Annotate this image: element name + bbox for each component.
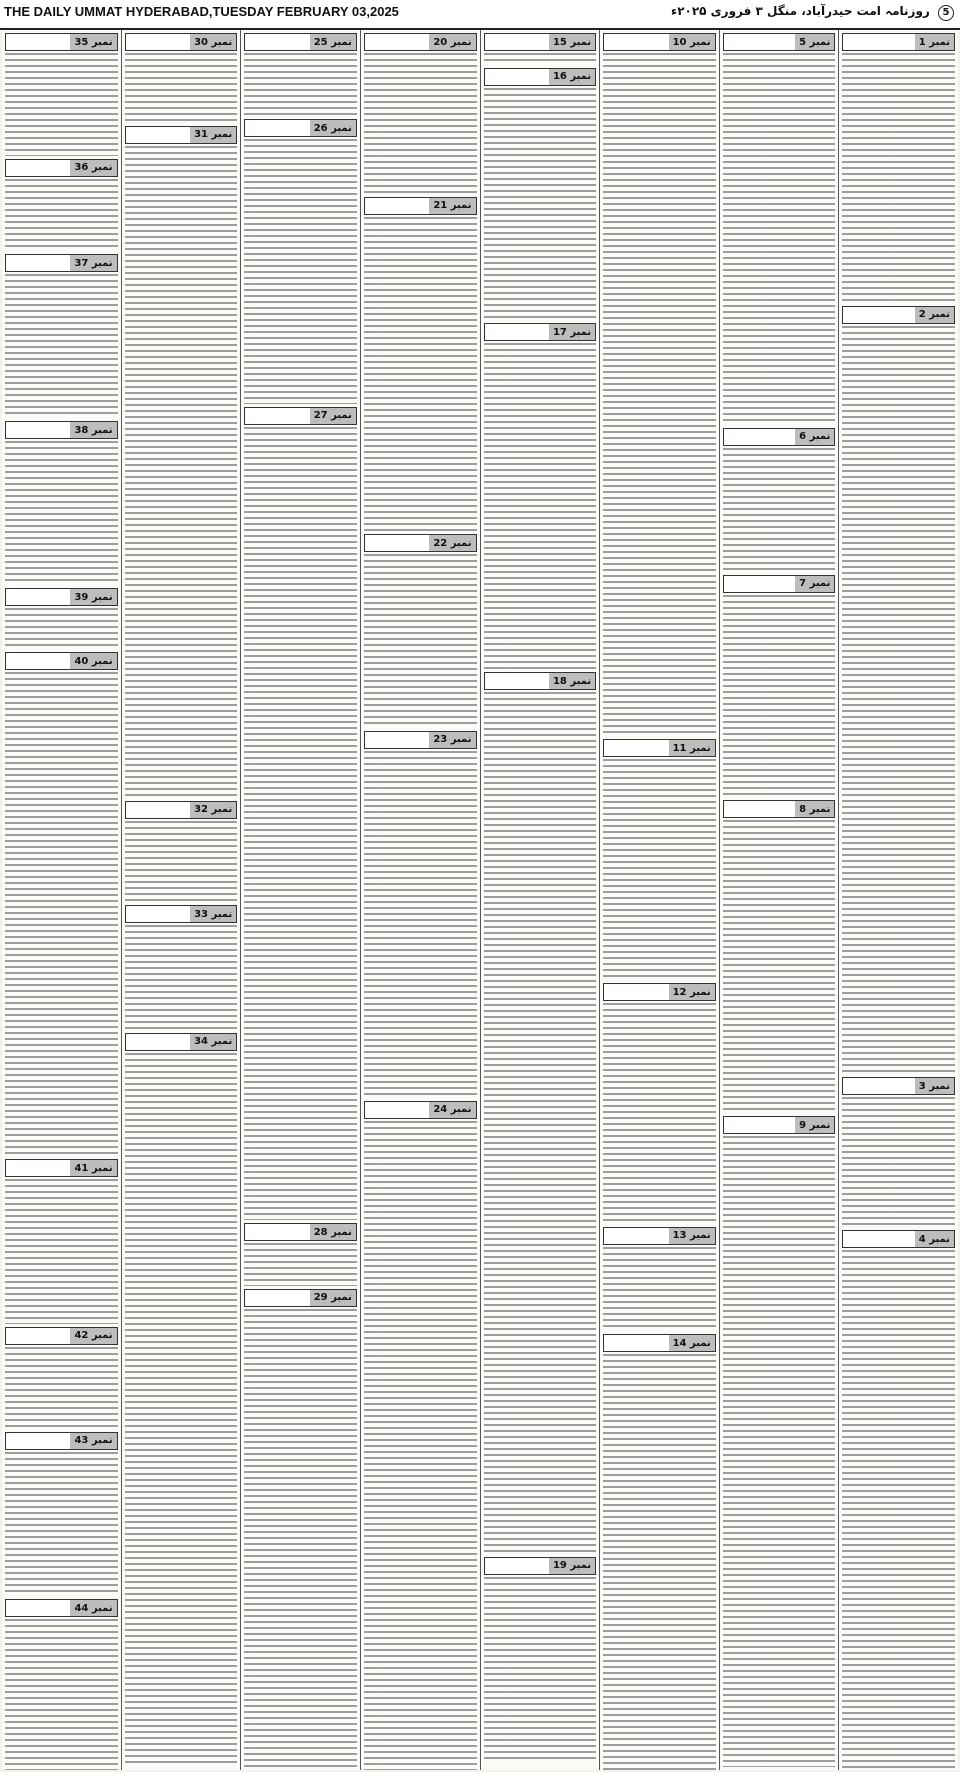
section-heading [5,1159,118,1177]
section-title [6,1433,70,1449]
section-title [843,307,914,323]
section-title [6,653,70,669]
section-title [485,69,549,85]
section-title [245,34,309,50]
section-heading [5,1327,118,1345]
section-title [365,535,429,551]
section-heading [842,1077,955,1095]
section-title [6,34,70,50]
text-column [838,30,958,1770]
section-body-text [5,1347,118,1429]
section-heading [484,323,597,341]
section-number: نمبر 37 [70,255,116,271]
section-title [245,120,309,136]
section-heading [842,33,955,51]
section-number: نمبر 32 [190,802,236,818]
section-title [485,1558,549,1574]
section-heading [125,905,238,923]
section-body-text [603,53,716,736]
text-column [719,30,839,1770]
section-number: نمبر 25 [310,34,356,50]
section-body-text [842,326,955,1075]
section-body-text [603,759,716,980]
section-body-text [5,274,118,418]
section-heading [723,428,836,446]
section-heading [5,588,118,606]
section-heading [603,739,716,757]
section-title [843,1078,914,1094]
section-body-text [723,595,836,798]
section-title [6,255,70,271]
section-title [6,160,70,176]
section-title [365,34,429,50]
section-body-text [603,1354,716,1770]
section-number: نمبر 19 [549,1558,595,1574]
section-title [604,740,668,756]
section-title [604,1228,668,1244]
section-body-text [842,53,955,303]
section-title [604,1335,668,1351]
section-heading [244,33,357,51]
masthead-urdu-text: روزنامہ امت حیدرآباد، منگل ۳ فروری ۲۰۲۵ء [671,4,930,18]
section-number: نمبر 17 [549,324,595,340]
section-body-text [125,925,238,1030]
section-body-text [723,53,836,425]
section-title [6,1328,70,1344]
section-heading [244,119,357,137]
text-column [240,30,360,1770]
section-number: نمبر 39 [70,589,116,605]
section-heading [603,1334,716,1352]
section-title [6,1600,70,1616]
section-heading [364,534,477,552]
section-body-text [5,672,118,1156]
section-body-text [723,1136,836,1767]
text-column [121,30,241,1770]
section-number: نمبر 4 [915,1231,954,1247]
section-title [245,1224,309,1240]
section-number: نمبر 1 [915,34,954,50]
text-column [360,30,480,1770]
section-number: نمبر 26 [310,120,356,136]
section-number: نمبر 6 [795,429,834,445]
section-title [6,589,70,605]
section-body-text [5,1452,118,1596]
section-number: نمبر 40 [70,653,116,669]
section-body-text [244,139,357,403]
section-heading [842,306,955,324]
section-body-text [244,1309,357,1771]
section-heading [5,421,118,439]
section-number: نمبر 14 [669,1335,715,1351]
section-body-text [603,1003,716,1224]
section-body-text [484,343,597,669]
section-heading [364,731,477,749]
section-number: نمبر 36 [70,160,116,176]
section-heading [364,197,477,215]
section-body-text [364,751,477,1098]
section-body-text [484,692,597,1553]
section-body-text [364,554,477,727]
section-body-text [603,1247,716,1331]
section-heading [125,1033,238,1051]
section-heading [842,1230,955,1248]
section-number: نمبر 38 [70,422,116,438]
section-heading [603,983,716,1001]
section-number: نمبر 18 [549,673,595,689]
section-number: نمبر 20 [429,34,475,50]
section-number: نمبر 3 [915,1078,954,1094]
section-title [485,673,549,689]
section-title [485,34,549,50]
section-number: نمبر 13 [669,1228,715,1244]
section-heading [125,33,238,51]
section-heading [723,575,836,593]
section-heading [484,672,597,690]
section-heading [723,800,836,818]
text-column [2,30,121,1770]
section-heading [5,33,118,51]
section-body-text [842,1097,955,1227]
section-title [126,1034,190,1050]
page-number: 5 [938,5,954,21]
section-number: نمبر 21 [429,198,475,214]
section-body-text [125,821,238,902]
section-heading [484,68,597,86]
section-heading [603,33,716,51]
section-title [724,34,795,50]
section-number: نمبر 27 [310,408,356,424]
section-body-text [364,1121,477,1770]
section-title [245,408,309,424]
section-title [126,127,190,143]
section-heading [723,33,836,51]
section-body-text [723,820,836,1113]
section-heading [125,126,238,144]
section-body-text [125,53,238,123]
section-heading [5,652,118,670]
newspaper-page [2,30,958,1770]
section-number: نمبر 24 [429,1102,475,1118]
section-title [843,1231,914,1247]
section-body-text [5,179,118,251]
section-body-text [5,441,118,585]
section-number: نمبر 2 [915,307,954,323]
section-number: نمبر 8 [795,801,834,817]
section-body-text [484,53,597,65]
section-number: نمبر 31 [190,127,236,143]
section-title [126,802,190,818]
section-body-text [364,53,477,194]
section-number: نمبر 9 [795,1117,834,1133]
section-body-text [125,1053,238,1763]
section-title [126,906,190,922]
section-title [724,801,795,817]
section-heading [603,1227,716,1245]
section-heading [5,1432,118,1450]
section-title [724,429,795,445]
section-heading [484,1557,597,1575]
section-body-text [244,53,357,116]
section-number: نمبر 41 [70,1160,116,1176]
section-number: نمبر 16 [549,69,595,85]
section-title [485,324,549,340]
section-number: نمبر 35 [70,34,116,50]
section-number: نمبر 22 [429,535,475,551]
section-title [604,984,668,1000]
section-body-text [842,1250,955,1770]
section-heading [244,407,357,425]
text-column [480,30,600,1770]
section-title [724,576,795,592]
section-body-text [723,448,836,572]
section-body-text [364,217,477,531]
section-number: نمبر 10 [669,34,715,50]
section-title [365,1102,429,1118]
section-body-text [125,146,238,798]
masthead-urdu-title [671,4,954,21]
section-number: نمبر 15 [549,34,595,50]
section-number: نمبر 43 [70,1433,116,1449]
section-number: نمبر 7 [795,576,834,592]
section-title [365,198,429,214]
section-heading [723,1116,836,1134]
section-number: نمبر 28 [310,1224,356,1240]
section-heading [5,1599,118,1617]
section-number: نمبر 11 [669,740,715,756]
section-body-text [244,1243,357,1285]
section-number: نمبر 12 [669,984,715,1000]
section-body-text [484,1577,597,1763]
section-body-text [244,427,357,1220]
section-title [843,34,914,50]
section-body-text [5,1179,118,1323]
section-title [126,34,190,50]
masthead [0,0,960,30]
section-title [365,732,429,748]
section-heading [125,801,238,819]
section-body-text [5,1619,118,1770]
section-number: نمبر 29 [310,1290,356,1306]
section-title [724,1117,795,1133]
section-number: نمبر 30 [190,34,236,50]
section-number: نمبر 33 [190,906,236,922]
section-heading [364,1101,477,1119]
masthead-english-title: THE DAILY UMMAT HYDERABAD,TUESDAY FEBRUARY 03,2025 [4,4,399,19]
section-title [6,1160,70,1176]
section-title [604,34,668,50]
section-heading [364,33,477,51]
section-number: نمبر 44 [70,1600,116,1616]
section-number: نمبر 42 [70,1328,116,1344]
text-column [599,30,719,1770]
section-heading [244,1289,357,1307]
section-title [245,1290,309,1306]
section-number: نمبر 34 [190,1034,236,1050]
section-body-text [5,53,118,156]
section-heading [244,1223,357,1241]
section-number: نمبر 23 [429,732,475,748]
section-body-text [484,88,597,321]
section-number: نمبر 5 [795,34,834,50]
section-title [6,422,70,438]
section-body-text [5,608,118,649]
section-heading [5,159,118,177]
section-heading [484,33,597,51]
section-heading [5,254,118,272]
